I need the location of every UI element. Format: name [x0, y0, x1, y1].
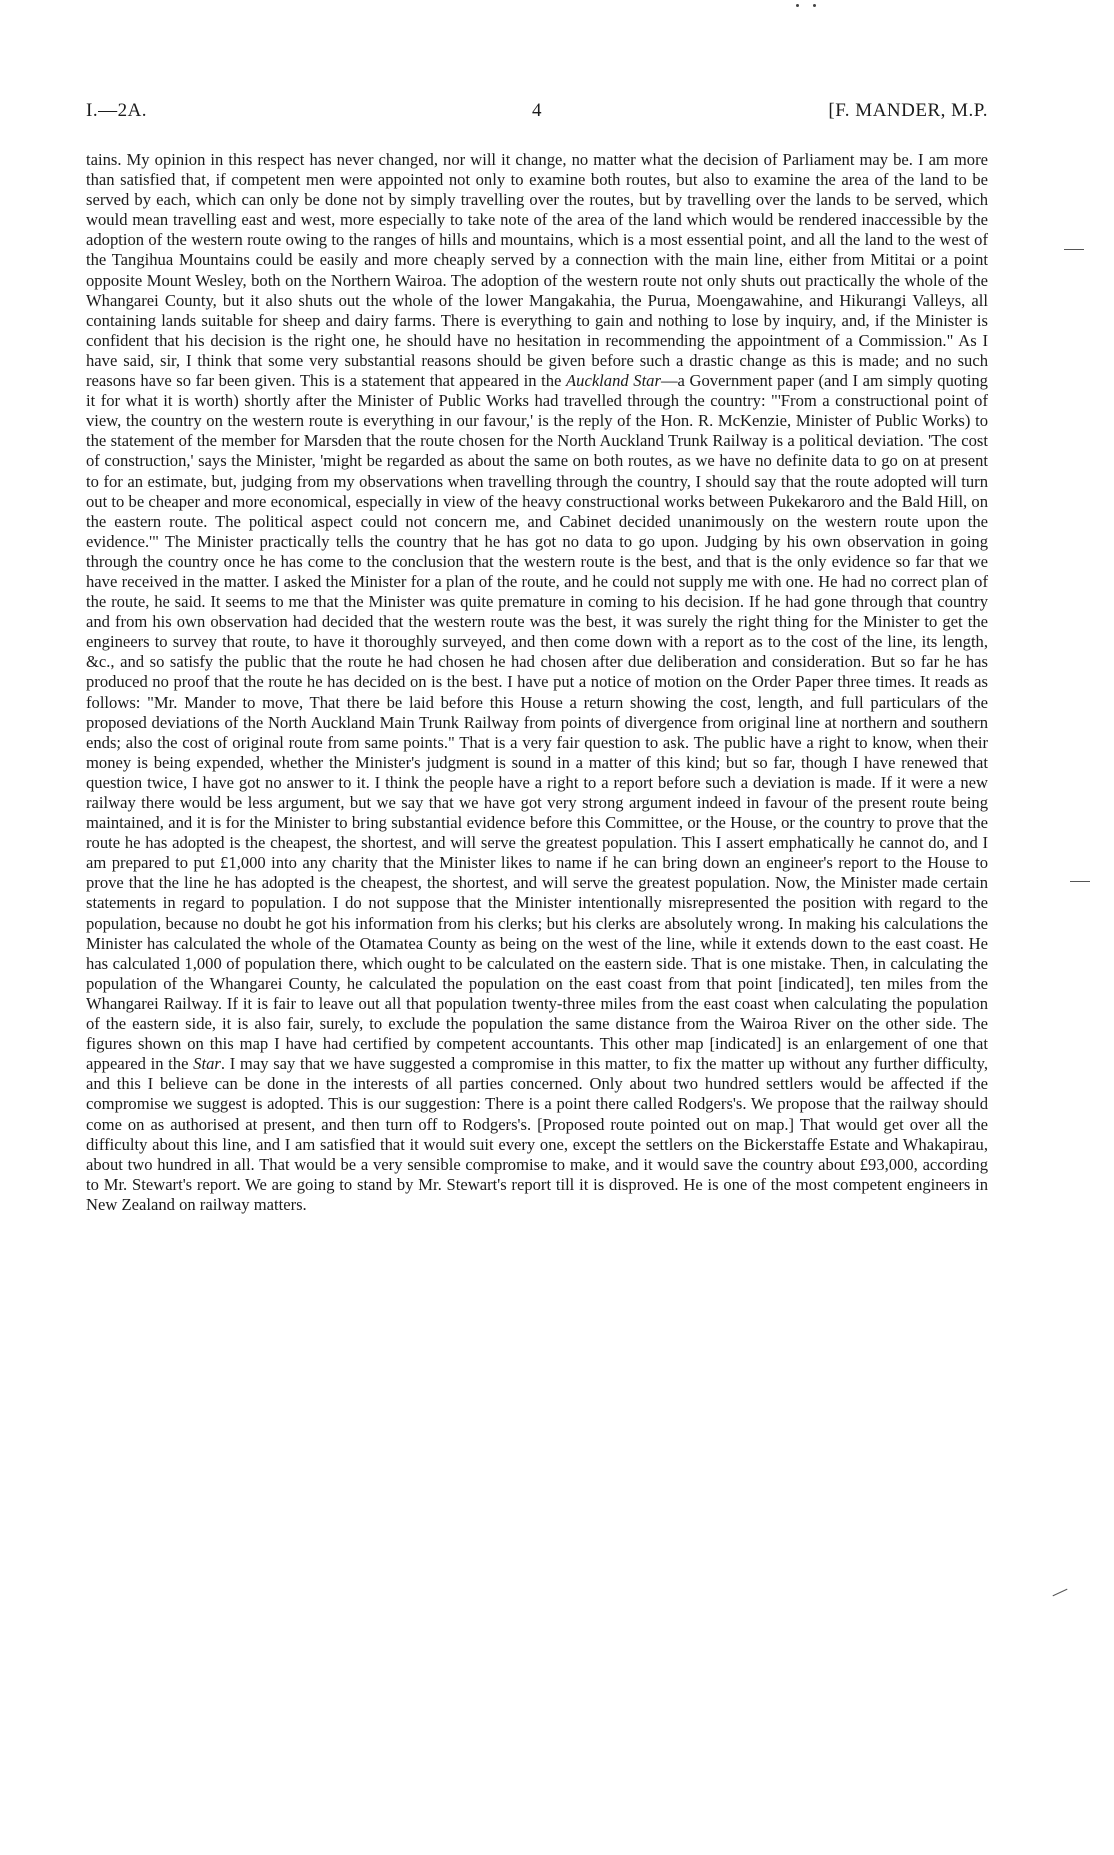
page-header	[86, 100, 988, 134]
parliamentary-paper-ref: I.—2A.	[86, 100, 148, 121]
speaker-name: [F. MANDER, M.P.	[828, 100, 988, 121]
body-paragraph	[86, 150, 988, 1215]
margin-mark	[1064, 249, 1084, 250]
scan-speck	[796, 4, 799, 7]
body-text-part-2: —a Government paper (and I am simply quoting it for what it is worth) shortly after the Minister of Public Works had travelled through the country: "'From a constructional point of view, the country on the western route is everything in our favour,' is the reply of the Hon. R. McKenzie, Minister of Public Works) to the statement of the member for Marsden that the route chosen for the North Auckland Trunk Railway is a political deviation. 'The cost of construction,' says the Minister, 'might be regarded as about the same on both routes, as we have no definite data to go on at present to for an estimate, but, judging from my observations when travelling through the country, I should say that the route adopted will turn out to be cheaper and more economical, especially in view of the heavy constructional works between Pukekaroro and the Bald Hill, on the eastern route. The political aspect could not concern me, and Cabinet decided unanimously on the western route upon the evidence.'" The Minister practically tells the country that he has got no data to go upon. Judging by his own observation in going through the country once he has come to the conclusion that the western route is the best, and that is the only evidence so far that we have received in the matter. I asked the Minister for a plan of the route, and he could not supply me with one. He had no correct plan of the route, he said. It seems to me that the Minister was quite premature in coming to his decision. If he had gone through that country and from his own observation had decided that the western route was the best, it was surely the right thing for the Minister to get the engineers to survey that route, to have it thoroughly surveyed, and then come down with a report as to the cost of the line, its length, &c., and so satisfy the public that the route he had chosen he had chosen after due deliberation and consideration. But so far he has produced no proof that the route he has decided on is the best. I have put a notice of motion on the Order Paper three times. It reads as follows: "Mr. Mander to move, That there be laid before this House a return showing the cost, length, and full particulars of the proposed deviations of the North Auckland Main Trunk Railway from points of divergence from original line at northern and southern ends; also the cost of original route from same points." That is a very fair question to ask. The public have a right to know, when their money is being expended, whether the Minister's judgment is sound in a matter of this kind; but so far, though I have renewed that question twice, I have got no answer to it. I think the people have a right to a report before such a deviation is made. If it were a new railway there would be less argument, but we say that we have got very strong argument indeed in favour of the present route being maintained, and it is for the Minister to bring substantial evidence before this Committee, or the House, or the country to prove that the route he has adopted is the cheapest, the shortest, and will serve the greatest population. This I assert emphatically he cannot do, and I am prepared to put £1,000 into any charity that the Minister likes to name if he can bring down an engineer's report to the House to prove that the line he has adopted is the cheapest, the shortest, and will serve the greatest population. Now, the Minister made certain statements in regard to population. I do not suppose that the Minister intentionally misrepresented the position with regard to the population, because no doubt he got his information from his clerks; but his clerks are absolutely wrong. In making his calculations the Minister has calculated the whole of the Otamatea County as being on the west of the line, while it extends down to the east coast. He has calculated 1,000 of population there, which ought to be calculated on the eastern side. That is one mistake. Then, in calculating the population of the Whangarei County, he calculated the population on the east coast from that point [indicated], ten miles from the Whangarei Railway. If it is fair to leave out all that population twenty-three miles from the east coast when calculating the population of the eastern side, it is also fair, surely, to exclude the population the same distance from the Wairoa River on the other side. The figures shown on this map I have had certified by competent accountants. This other map [indicated] is an enlargement of one that appeared in the	[86, 371, 988, 1074]
margin-mark	[1070, 881, 1090, 882]
body-text-part-1: tains. My opinion in this respect has never changed, nor will it change, no matter what the decision of Parliament may be. I am more than satisfied that, if competent men were appointed not only to examine both routes, but also to examine the area of the land to be served by each, which can only be done not by simply travelling over the routes, but by travelling over the lands to be served, which would mean travelling east and west, more especially to take note of the area of the land which would be rendered inaccessible by the adoption of the western route owing to the ranges of hills and mountains, which is a most essential point, and all the land to the west of the Tangihua Mountains could be easily and more cheaply served by a connection with the main line, either from Mititai or a point opposite Mount Wesley, both on the Northern Wairoa. The adoption of the western route not only shuts out practically the whole of the Whangarei County, but it also shuts out the whole of the lower Mangakahia, the Purua, Moengawahine, and Hikurangi Valleys, all containing lands suitable for sheep and dairy farms. There is everything to gain and nothing to lose by inquiry, and, if the Minister is confident that his decision is the right one, he should have no hesitation in recommending the appointment of a Commission." As I have said, sir, I think that some very substantial reasons should be given before such a drastic change as this is made; and no such reasons have so far been given. This is a statement that appeared in the	[86, 150, 988, 391]
newspaper-title: Auckland Star	[566, 371, 661, 391]
margin-mark	[1053, 1589, 1068, 1597]
page-number: 4	[532, 100, 542, 121]
newspaper-title-short: Star	[193, 1054, 221, 1074]
body-text-part-3: . I may say that we have suggested a compromise in this matter, to fix the matter up without any further difficulty, and this I believe can be done in the interests of all parties concerned. Only about two hundred settlers would be affected if the compromise we suggest is adopted. This is our suggestion: There is a point there called Rodgers's. We propose that the railway should come on as authorised at present, and then turn off to Rodgers's. [Proposed route pointed out on map.] That would get over all the difficulty about this line, and I am satisfied that it would suit every one, except the settlers on the Bickerstaffe Estate and Whakapirau, about two hundred in all. That would be a very sensible compromise to make, and it would save the country about £93,000, according to Mr. Stewart's report. We are going to stand by Mr. Stewart's report till it is disproved. He is one of the most competent engineers in New Zealand on railway matters.	[86, 1054, 988, 1214]
scan-speck	[813, 4, 816, 7]
